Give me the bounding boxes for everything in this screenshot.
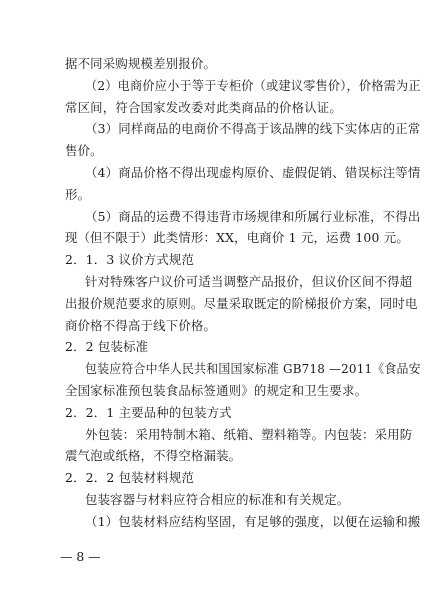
text-line: 2．2 包装标准 (65, 339, 149, 355)
page-number: — 8 — (60, 549, 101, 564)
text-line: 震气泡或纸格，不得空格漏装。 (65, 448, 242, 464)
text-line: （3）同样商品的电商价不得高于该品牌的线下实体店的正常 (85, 121, 421, 137)
text-line: 包装应符合中华人民共和国国家标准 GB718 —2011《食品安 (85, 361, 421, 377)
text-line: 现（但不限于）此类情形：XX，电商价 1 元，运费 100 元。 (65, 230, 409, 246)
text-line: （2）电商价应小于等于专柜价（或建议零售价），价格需为正 (85, 77, 421, 93)
text-line: 2．2．2 包装材料规范 (65, 470, 195, 486)
text-line: 售价。 (65, 143, 103, 159)
text-line: （4）商品价格不得出现虚构原价、虚假促销、错误标注等情 (85, 165, 421, 180)
text-line: 针对特殊客户议价可适当调整产品报价，但议价区间不得超 (85, 274, 413, 289)
text-line: 2．2．1 主要品种的包装方式 (65, 404, 232, 420)
text-line: 形。 (65, 186, 91, 202)
text-line: 商价格不得高于线下价格。 (65, 317, 217, 333)
text-line: 据不同采购规模差别报价。 (65, 56, 217, 71)
text-line: 2．1．3 议价方式规范 (65, 252, 195, 268)
text-line: 外包装：采用特制木箱、纸箱、塑料箱等。内包装：采用防 (85, 426, 413, 442)
text-line: 全国家标准预包装食品标签通则》的规定和卫生要求。 (65, 383, 368, 398)
text-line: （5）商品的运费不得违背市场规律和所属行业标准，不得出 (85, 208, 421, 224)
text-line: （1）包装材料应结构坚固，有足够的强度，以便在运输和搬 (85, 513, 421, 529)
text-line: 常区间，符合国家发改委对此类商品的价格认证。 (65, 99, 342, 115)
text-line: 包装容器与材料应符合相应的标准和有关规定。 (85, 492, 350, 507)
text-line: 出报价规范要求的原则。尽量采取既定的阶梯报价方案，同时电 (65, 295, 418, 311)
